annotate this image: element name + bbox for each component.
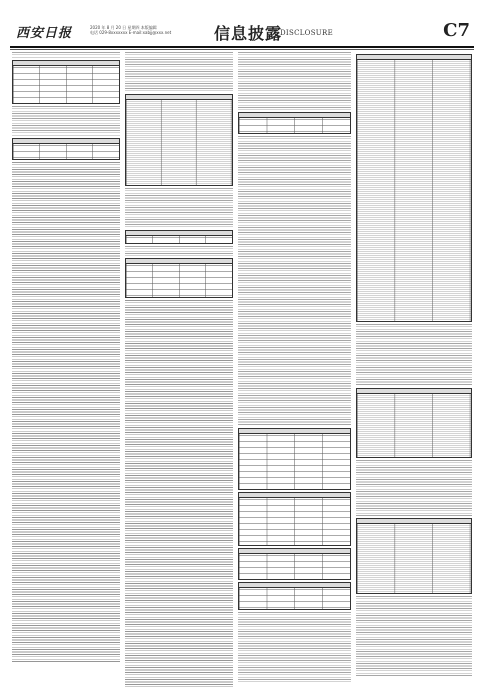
financial-table (12, 138, 120, 160)
text-block (125, 188, 233, 228)
text-block (356, 324, 472, 386)
text-block (238, 52, 351, 110)
column-2 (125, 52, 233, 688)
data-table (238, 582, 351, 610)
text-block (356, 460, 472, 516)
issue-meta-line-2: 电话 029-8xxxxxxx E-mail:xabjj@xxx.net (90, 30, 172, 35)
text-block (12, 106, 120, 136)
text-block (125, 300, 233, 688)
newspaper-logo: 西安日报 (16, 26, 73, 41)
financial-table (12, 60, 120, 104)
disclosure-table (356, 54, 472, 322)
issue-meta-line-1: 2020 年 8 月 20 日 星期四 本版编辑 (90, 25, 157, 30)
column-1 (12, 52, 120, 688)
disclosure-table (356, 388, 472, 458)
data-table (238, 112, 351, 134)
text-block (238, 136, 351, 426)
company-info-table (125, 94, 233, 186)
masthead (10, 20, 474, 44)
disclosure-table (356, 518, 472, 594)
masthead-rule-thin (10, 49, 474, 50)
data-table (125, 258, 233, 298)
section-title-english: DISCLOSURE (280, 29, 333, 37)
data-table (238, 428, 351, 490)
data-table (238, 492, 351, 546)
column-4 (356, 52, 472, 688)
text-block (12, 52, 120, 58)
text-block (12, 162, 120, 662)
masthead-rule (10, 46, 474, 48)
text-block (356, 596, 472, 676)
text-block (125, 246, 233, 256)
section-title: 信息披露 (214, 24, 283, 43)
column-3 (238, 52, 351, 688)
data-table (125, 230, 233, 244)
page-number: C7 (443, 20, 470, 41)
text-block (125, 52, 233, 92)
text-block (238, 612, 351, 682)
data-table (238, 548, 351, 580)
